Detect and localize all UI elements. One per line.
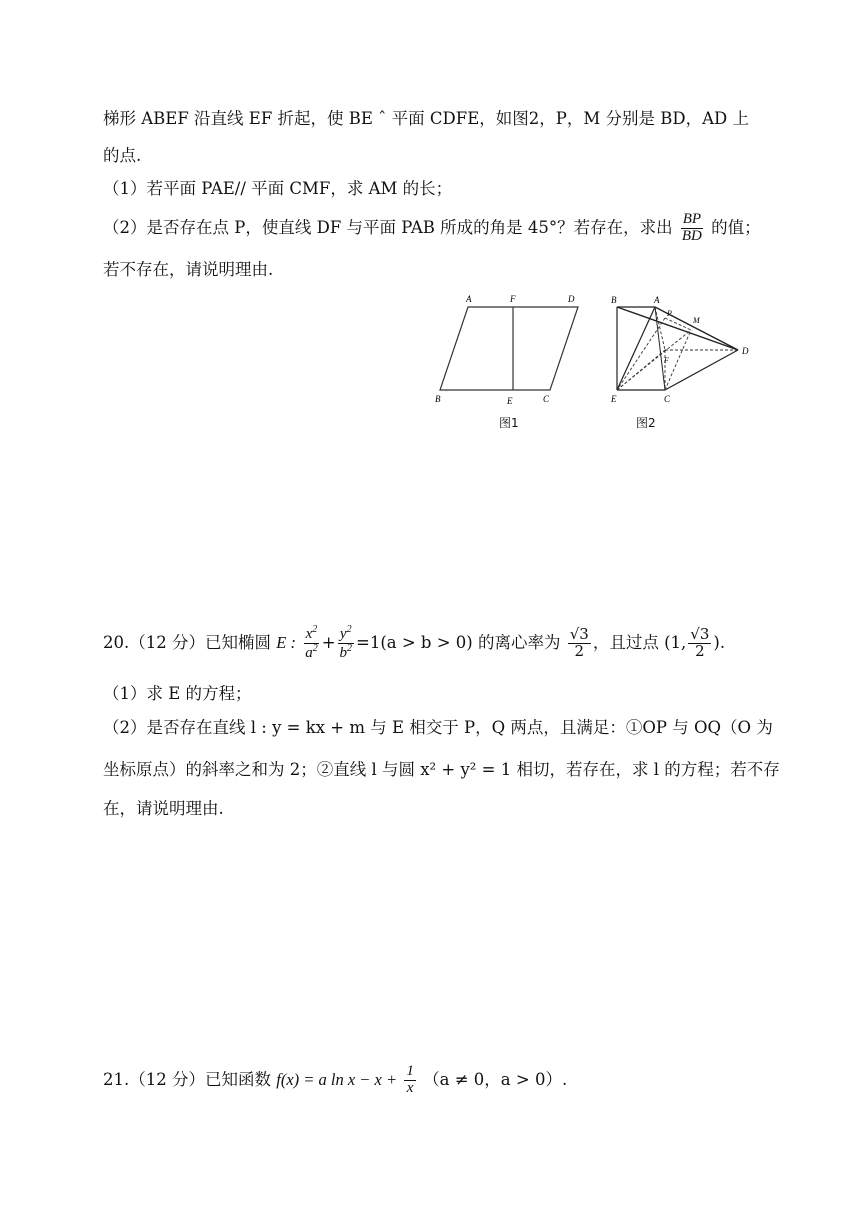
fraction-numerator: √3 [569, 625, 589, 643]
fraction-numerator: 1 [406, 1063, 414, 1079]
y2-over-b2-fraction [338, 625, 355, 662]
fig1-label-F: F [510, 294, 516, 304]
q21-lead: 21.（12 分）已知函数 [103, 1069, 271, 1089]
fig2-label-A: A [654, 295, 660, 305]
q20-part2-line3: 在，请说明理由. [103, 799, 224, 818]
ellipse-name: E : [276, 632, 296, 652]
figure-1-caption: 图1 [499, 416, 519, 430]
fig1-label-E: E [507, 396, 513, 406]
fraction-denominator: 2 [695, 641, 705, 660]
figure-2-caption: 图2 [636, 416, 656, 430]
q19-line1: 梯形 ABEF 沿直线 EF 折起，使 BE ˆ 平面 CDFE，如图2，P，M 分别是 BD，AD 上 [103, 109, 749, 128]
q20-stem: 20.（12 分）已知椭圆 E : $\frac{x^2}{a^2}$ + $\frac{y^2}{b^2}$ =1(a > b > 0) 的离心率为 $\frac{√3}{2}$ ，且过点 (1, $\frac{√3}{2}$ ). [103, 624, 726, 661]
one-over-x-fraction [404, 1064, 416, 1097]
point-y-fraction [688, 627, 711, 660]
fraction-denominator: $a^2$ [305, 642, 318, 661]
fraction-numerator: $y^2$ [339, 624, 352, 642]
q19-part2 [103, 212, 761, 245]
eccentricity-fraction [568, 627, 591, 660]
fig1-label-D: D [568, 294, 575, 304]
q19-part2-line2: 若不存在，请说明理由. [103, 260, 274, 279]
fraction-numerator: $x^2$ [305, 624, 318, 642]
q20-part1: （1）求 E 的方程； [103, 684, 252, 703]
fig1-label-C: C [543, 394, 550, 404]
fig2-label-M: M [693, 316, 700, 325]
q20-lead: 20.（12 分）已知椭圆 [103, 632, 271, 652]
bp-bd-fraction [680, 212, 704, 245]
fraction-numerator: √3 [690, 625, 710, 643]
q19-part1: （1）若平面 PAE// 平面 CMF，求 AM 的长； [103, 179, 453, 198]
x2-over-a2-fraction [303, 625, 320, 662]
fig2-label-B: B [611, 295, 617, 305]
q20-part2-line1: （2）是否存在直线 l : y = kx + m 与 E 相交于 P，Q 两点，且满足：①OP 与 OQ（O 为 [103, 718, 773, 737]
fraction-denominator: BD [681, 227, 702, 244]
q19-part2-text-a: （2）是否存在点 P，使直线 DF 与平面 PAB 所成的角是 45°？若存在，求出 [103, 217, 673, 237]
q19-part2-text-b: 的值； [711, 217, 761, 237]
fraction-denominator: 2 [574, 641, 585, 660]
q20-tail: ). [713, 632, 726, 652]
fraction-denominator: $b^2$ [339, 642, 353, 661]
figure-1-diagram [430, 290, 590, 410]
q20-condition: 1(a > b > 0) 的离心率为 [369, 632, 561, 652]
q20-part2-line2: 坐标原点）的斜率之和为 2；②直线 l 与圆 x² + y² = 1 相切，若存在，求 l 的方程；若不存 [103, 760, 780, 779]
fig2-label-P: P [667, 309, 672, 318]
fig2-label-F: F [664, 356, 669, 365]
q21-function: f(x) = a ln x − x + [276, 1069, 398, 1089]
fraction-denominator: x [406, 1079, 414, 1096]
figure-2-diagram [605, 290, 765, 410]
q21-stem [103, 1064, 567, 1097]
q20-pass-text: ，且过点 (1, [592, 632, 687, 652]
fig2-label-E: E [611, 394, 617, 404]
q19-line2: 的点. [103, 146, 142, 165]
fig2-label-C: C [664, 394, 671, 404]
q21-condition: （a ≠ 0，a > 0）. [423, 1069, 568, 1089]
fig1-label-B: B [435, 394, 441, 404]
fig2-label-D: D [742, 346, 749, 356]
fraction-numerator: BP [682, 211, 702, 227]
fig1-label-A: A [466, 294, 472, 304]
